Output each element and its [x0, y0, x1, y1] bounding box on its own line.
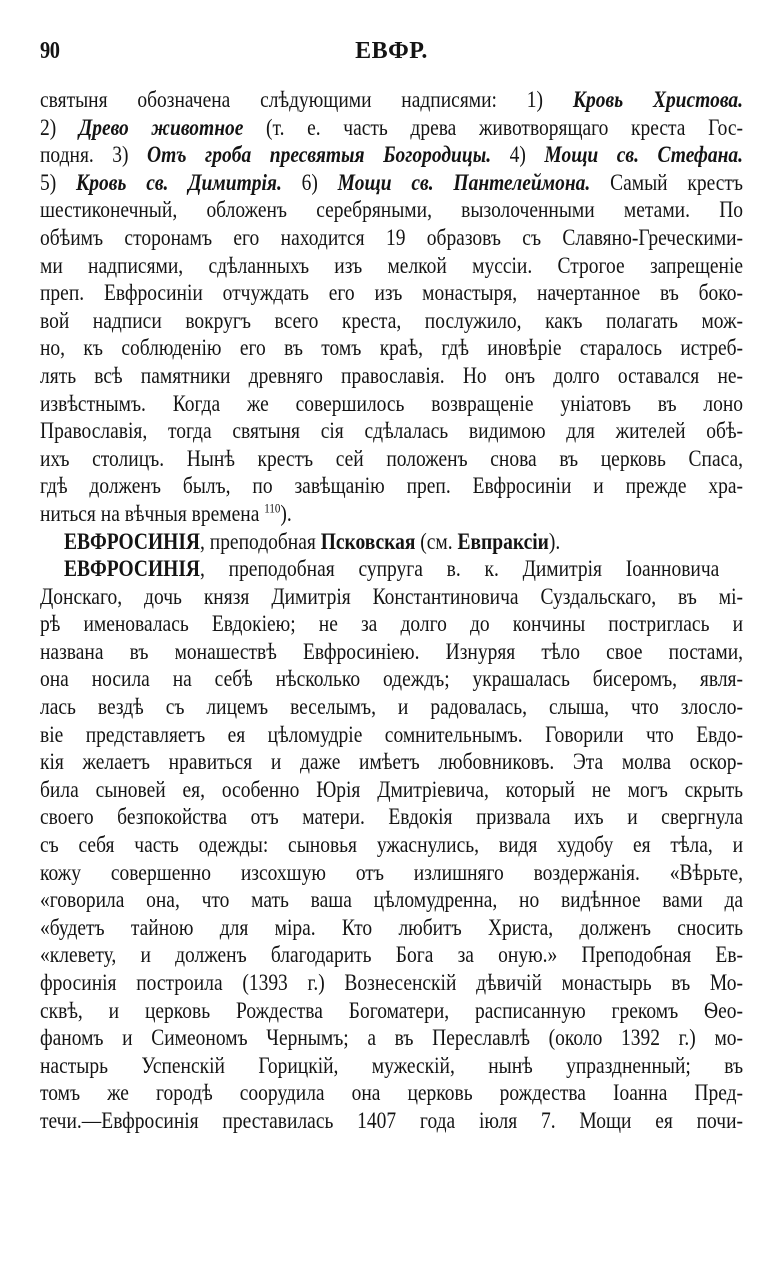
italic-text: Мощи св. Стефана. — [544, 142, 743, 168]
text-line-content: ихъ столицъ. Нынѣ крестъ сей положенъ снова въ церковь Спаса, — [40, 445, 743, 471]
text-line — [40, 445, 743, 473]
italic-text: Кровь Христова. — [572, 87, 743, 112]
text-line-content: «будетъ тайною для міра. Кто любитъ Христа, долженъ сносить — [40, 914, 743, 940]
text-line — [40, 610, 743, 638]
text-line-content: била сыновей ея, особенно Юрія Дмитріевича, который не могъ скрыть — [40, 776, 743, 802]
text-line — [40, 390, 743, 418]
text-line — [40, 196, 743, 224]
text-line-content: названа въ монашествѣ Евфросиніею. Изнуряя тѣло свое постами, — [40, 638, 743, 664]
body-text — [40, 86, 743, 1135]
text-line — [40, 1052, 743, 1080]
italic-text: Древо животное — [78, 114, 244, 140]
text-line — [40, 693, 743, 721]
text-line-content: Православія, тогда святыня сія сдѣлалась видимою для жителей обѣ- — [40, 418, 743, 444]
page-number: 90 — [40, 38, 60, 64]
text-line — [40, 307, 743, 335]
text-line-content: 5) Кровь св. Димитрія. 6) Мощи св. Пантелеймона. Самый крестъ — [40, 169, 743, 195]
text-line — [40, 472, 743, 500]
text-line — [40, 362, 743, 390]
text-line-content: ЕВФРОСИНІЯ, преподобная Псковская (см. Евпраксіи). — [64, 528, 561, 554]
text-line — [40, 334, 743, 362]
text-line-content: сквѣ, и церковь Рождества Богоматери, расписанную грекомъ Ѳео- — [40, 997, 743, 1023]
text-line — [40, 279, 743, 307]
text-line — [40, 169, 743, 197]
text-line — [40, 1024, 743, 1052]
text-line — [40, 941, 743, 969]
italic-text: Отъ гроба пресвятыя Богородицы. — [147, 142, 492, 168]
text-line-content: фаномъ и Симеономъ Чернымъ; а въ Переславлѣ (около 1392 г.) мо- — [40, 1025, 743, 1051]
bold-heading: ЕВФРОСИНІЯ — [64, 556, 201, 582]
text-line-content: томъ же городѣ соорудила она церковь рождества Іоанна Пред- — [40, 1080, 743, 1106]
text-line-content: святыня обозначена слѣдующими надписями: 1) Кровь Христова. — [40, 87, 743, 112]
running-head — [40, 38, 743, 68]
text-line — [40, 1107, 743, 1135]
text-line-content: кожу совершенно изсохшую отъ излишняго воздержанія. «Вѣрьте, — [40, 859, 743, 885]
text-line — [40, 831, 743, 859]
text-line — [40, 721, 743, 749]
text-line-content: лять всѣ памятники древняго православія. Но онъ долго оставался не- — [40, 362, 743, 388]
text-line — [40, 417, 743, 445]
text-line-content: но, къ соблюденію его въ томъ краѣ, гдѣ иновѣріе старалось истреб- — [40, 335, 743, 361]
text-line-content: «говорила она, что мать ваша цѣломудренна, но видѣнное вами да — [40, 887, 743, 913]
text-line-content: подня. 3) Отъ гроба пресвятыя Богородицы. 4) Мощи св. Стефана. — [40, 142, 743, 168]
running-title: ЕВФР. — [355, 38, 428, 64]
text-line-content: віе представляетъ ея цѣломудріе сомнительнымъ. Говорили что Евдо- — [40, 721, 743, 747]
text-line-content: рѣ именовалась Евдокіею; не за долго до кончины постриглась и — [40, 611, 743, 637]
text-line-content: гдѣ долженъ былъ, по завѣщанію преп. Евфросиніи и прежде хра- — [40, 473, 743, 499]
text-line — [40, 886, 743, 914]
text-line — [40, 555, 743, 583]
text-line — [40, 1079, 743, 1107]
bold-heading: Евпраксіи — [457, 528, 549, 554]
text-line — [40, 224, 743, 252]
text-line — [40, 583, 743, 611]
text-line-content: фросинія построила (1393 г.) Вознесенскій дѣвичій монастырь въ Мо- — [40, 970, 743, 995]
text-line — [40, 528, 743, 556]
text-line-content: ми надписями, сдѣланныхъ изъ мелкой муссіи. Строгое запрещеніе — [40, 252, 743, 278]
text-line-content: ниться на вѣчныя времена $^{110}$). — [40, 500, 292, 526]
bold-heading: Псковская — [320, 528, 416, 554]
text-line-content: «клевету, и долженъ благодарить Бога за оную.» Преподобная Ев- — [40, 942, 743, 968]
bold-heading: ЕВФРОСИНІЯ — [64, 528, 201, 554]
text-line — [40, 776, 743, 804]
text-line — [40, 141, 743, 169]
text-line-content: Донскаго, дочь князя Димитрія Константиновича Суздальскаго, въ мі- — [40, 583, 743, 609]
text-line — [40, 859, 743, 887]
italic-text: Кровь св. Димитрія. — [76, 169, 282, 195]
text-line — [40, 914, 743, 942]
text-line — [40, 997, 743, 1025]
text-line-content: преп. Евфросиніи отчуждать его изъ монастыря, начертанное въ боко- — [40, 280, 743, 306]
text-line-content: течи.—Евфросинія преставилась 1407 года іюля 7. Мощи ея почи- — [40, 1107, 743, 1133]
text-line-content: ЕВФРОСИНІЯ, преподобная супруга в. к. Димитрія Іоанновича — [64, 556, 720, 582]
footnote-marker: 110 — [264, 500, 281, 516]
text-line-content: вой надписи вокругъ всего креста, послужило, какъ полагать мож- — [40, 307, 743, 333]
text-line-content: она носила на себѣ нѣсколько одеждъ; украшалась бисеромъ, явля- — [40, 666, 743, 692]
text-line-content: лась вездѣ съ лицемъ веселымъ, и радовалась, слыша, что злосло- — [40, 694, 743, 720]
text-line-content: извѣстнымъ. Когда же совершилось возвращеніе уніатовъ въ лоно — [40, 390, 743, 416]
text-line — [40, 969, 743, 997]
italic-text: Мощи св. Пантелеймона. — [337, 169, 591, 195]
text-line-content: 2) Древо животное (т. е. часть древа животворящаго креста Гос- — [40, 114, 743, 140]
text-line-content: своего безпокойства отъ матери. Евдокія призвала ихъ и свергнула — [40, 804, 743, 830]
text-line — [40, 252, 743, 280]
text-line — [40, 665, 743, 693]
text-line — [40, 748, 743, 776]
text-line — [40, 803, 743, 831]
text-line — [40, 114, 743, 142]
text-line-content: кія желаетъ нравиться и даже имѣетъ любовниковъ. Эта молва оскор- — [40, 749, 743, 775]
text-line-content: съ себя часть одежды: сыновья ужаснулись, видя худобу ея тѣла, и — [40, 832, 743, 858]
text-line — [40, 638, 743, 666]
text-line — [40, 86, 743, 114]
text-line — [40, 500, 743, 528]
text-line-content: обѣимъ сторонамъ его находится 19 образовъ съ Славяно-Греческими- — [40, 224, 743, 250]
text-line-content: шестиконечный, обложенъ серебряными, вызолоченными метами. По — [40, 197, 743, 223]
text-line-content: настырь Успенскій Горицкій, мужескій, нынѣ упраздненный; въ — [40, 1052, 743, 1078]
